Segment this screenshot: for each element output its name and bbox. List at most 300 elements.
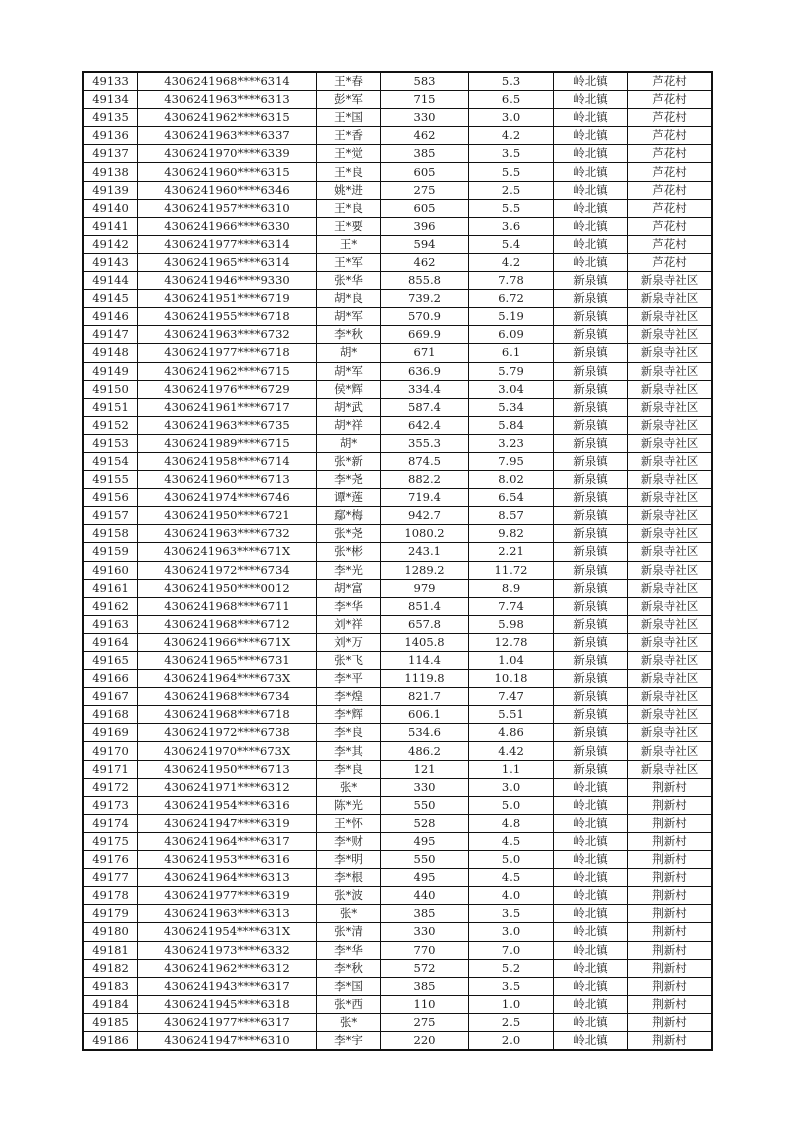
cell-amount: 486.2 [381, 742, 469, 760]
cell-id-number: 4306241945****6318 [138, 995, 317, 1013]
cell-person-name: 王*春 [317, 73, 381, 91]
cell-value: 4.86 [469, 724, 554, 742]
table-row [84, 688, 712, 706]
cell-person-name: 李*辉 [317, 706, 381, 724]
cell-row-number: 49136 [84, 127, 138, 145]
cell-person-name: 李*华 [317, 597, 381, 615]
table-row [84, 706, 712, 724]
cell-row-number: 49173 [84, 796, 138, 814]
cell-id-number: 4306241964****6317 [138, 832, 317, 850]
cell-town: 新泉镇 [554, 471, 628, 489]
cell-row-number: 49176 [84, 851, 138, 869]
cell-value: 3.5 [469, 145, 554, 163]
cell-id-number: 4306241970****673X [138, 742, 317, 760]
cell-village: 荆新村 [628, 814, 712, 832]
cell-person-name: 张*飞 [317, 652, 381, 670]
cell-amount: 385 [381, 977, 469, 995]
cell-village: 新泉寺社区 [628, 597, 712, 615]
cell-row-number: 49134 [84, 91, 138, 109]
table-row [84, 489, 712, 507]
cell-town: 岭北镇 [554, 995, 628, 1013]
cell-person-name: 李*根 [317, 869, 381, 887]
cell-amount: 606.1 [381, 706, 469, 724]
cell-person-name: 张*西 [317, 995, 381, 1013]
cell-person-name: 王*要 [317, 217, 381, 235]
table-row [84, 73, 712, 91]
cell-id-number: 4306241963****6337 [138, 127, 317, 145]
cell-value: 5.84 [469, 416, 554, 434]
cell-row-number: 49175 [84, 832, 138, 850]
cell-id-number: 4306241972****6738 [138, 724, 317, 742]
table-row [84, 869, 712, 887]
cell-town: 岭北镇 [554, 145, 628, 163]
cell-town: 新泉镇 [554, 525, 628, 543]
cell-person-name: 李*明 [317, 851, 381, 869]
cell-value: 1.1 [469, 760, 554, 778]
table-row [84, 362, 712, 380]
cell-amount: 821.7 [381, 688, 469, 706]
cell-town: 岭北镇 [554, 869, 628, 887]
cell-row-number: 49138 [84, 163, 138, 181]
cell-village: 新泉寺社区 [628, 471, 712, 489]
cell-id-number: 4306241960****6315 [138, 163, 317, 181]
cell-town: 岭北镇 [554, 163, 628, 181]
cell-id-number: 4306241950****0012 [138, 579, 317, 597]
cell-village: 荆新村 [628, 1013, 712, 1031]
cell-town: 岭北镇 [554, 127, 628, 145]
cell-amount: 1289.2 [381, 561, 469, 579]
cell-value: 5.19 [469, 308, 554, 326]
cell-town: 岭北镇 [554, 199, 628, 217]
cell-town: 岭北镇 [554, 832, 628, 850]
cell-town: 新泉镇 [554, 579, 628, 597]
cell-village: 荆新村 [628, 923, 712, 941]
cell-id-number: 4306241963****6735 [138, 416, 317, 434]
cell-id-number: 4306241968****6314 [138, 73, 317, 91]
cell-town: 岭北镇 [554, 217, 628, 235]
table-row [84, 398, 712, 416]
cell-town: 岭北镇 [554, 109, 628, 127]
cell-value: 5.34 [469, 398, 554, 416]
cell-id-number: 4306241962****6315 [138, 109, 317, 127]
cell-value: 5.5 [469, 163, 554, 181]
table-row [84, 851, 712, 869]
cell-village: 新泉寺社区 [628, 561, 712, 579]
cell-town: 新泉镇 [554, 706, 628, 724]
cell-value: 8.57 [469, 507, 554, 525]
table-row [84, 561, 712, 579]
table-row [84, 1031, 712, 1049]
cell-town: 新泉镇 [554, 380, 628, 398]
cell-row-number: 49146 [84, 308, 138, 326]
cell-amount: 550 [381, 796, 469, 814]
cell-amount: 275 [381, 1013, 469, 1031]
cell-town: 新泉镇 [554, 543, 628, 561]
cell-row-number: 49160 [84, 561, 138, 579]
table-row [84, 995, 712, 1013]
cell-village: 芦花村 [628, 199, 712, 217]
cell-town: 新泉镇 [554, 416, 628, 434]
cell-amount: 882.2 [381, 471, 469, 489]
cell-amount: 396 [381, 217, 469, 235]
cell-row-number: 49158 [84, 525, 138, 543]
cell-village: 芦花村 [628, 217, 712, 235]
table-row [84, 290, 712, 308]
cell-village: 荆新村 [628, 977, 712, 995]
cell-village: 新泉寺社区 [628, 670, 712, 688]
cell-amount: 110 [381, 995, 469, 1013]
cell-id-number: 4306241947****6319 [138, 814, 317, 832]
cell-id-number: 4306241968****6712 [138, 615, 317, 633]
cell-person-name: 胡*良 [317, 290, 381, 308]
cell-town: 新泉镇 [554, 742, 628, 760]
cell-village: 新泉寺社区 [628, 380, 712, 398]
cell-town: 新泉镇 [554, 615, 628, 633]
table-row [84, 814, 712, 832]
cell-value: 7.47 [469, 688, 554, 706]
cell-village: 新泉寺社区 [628, 434, 712, 452]
cell-id-number: 4306241943****6317 [138, 977, 317, 995]
cell-row-number: 49184 [84, 995, 138, 1013]
cell-amount: 671 [381, 344, 469, 362]
cell-town: 新泉镇 [554, 597, 628, 615]
table-row [84, 416, 712, 434]
cell-person-name: 李*煌 [317, 688, 381, 706]
table-row [84, 253, 712, 271]
table-row [84, 633, 712, 651]
cell-row-number: 49161 [84, 579, 138, 597]
cell-town: 岭北镇 [554, 814, 628, 832]
table-row [84, 181, 712, 199]
table-row [84, 652, 712, 670]
cell-id-number: 4306241977****6718 [138, 344, 317, 362]
table-row [84, 380, 712, 398]
table-row [84, 615, 712, 633]
table-row [84, 923, 712, 941]
cell-village: 荆新村 [628, 778, 712, 796]
cell-person-name: 鄢*梅 [317, 507, 381, 525]
cell-value: 3.6 [469, 217, 554, 235]
cell-amount: 462 [381, 127, 469, 145]
cell-person-name: 王*军 [317, 253, 381, 271]
cell-village: 荆新村 [628, 1031, 712, 1049]
cell-id-number: 4306241974****6746 [138, 489, 317, 507]
table-row [84, 959, 712, 977]
cell-village: 芦花村 [628, 91, 712, 109]
cell-row-number: 49156 [84, 489, 138, 507]
cell-row-number: 49174 [84, 814, 138, 832]
cell-amount: 739.2 [381, 290, 469, 308]
cell-person-name: 李*国 [317, 977, 381, 995]
table-row [84, 579, 712, 597]
cell-town: 新泉镇 [554, 290, 628, 308]
cell-village: 新泉寺社区 [628, 398, 712, 416]
cell-person-name: 李*其 [317, 742, 381, 760]
cell-row-number: 49168 [84, 706, 138, 724]
cell-village: 新泉寺社区 [628, 272, 712, 290]
cell-person-name: 李*良 [317, 760, 381, 778]
cell-person-name: 李*华 [317, 941, 381, 959]
cell-person-name: 刘*祥 [317, 615, 381, 633]
table-row [84, 109, 712, 127]
cell-value: 2.21 [469, 543, 554, 561]
cell-row-number: 49145 [84, 290, 138, 308]
cell-town: 新泉镇 [554, 507, 628, 525]
cell-amount: 550 [381, 851, 469, 869]
cell-value: 3.5 [469, 977, 554, 995]
cell-person-name: 张*清 [317, 923, 381, 941]
cell-row-number: 49142 [84, 235, 138, 253]
cell-town: 新泉镇 [554, 652, 628, 670]
cell-id-number: 4306241964****6313 [138, 869, 317, 887]
cell-amount: 874.5 [381, 452, 469, 470]
cell-value: 7.74 [469, 597, 554, 615]
cell-amount: 243.1 [381, 543, 469, 561]
cell-village: 新泉寺社区 [628, 489, 712, 507]
cell-amount: 715 [381, 91, 469, 109]
cell-row-number: 49149 [84, 362, 138, 380]
cell-town: 新泉镇 [554, 398, 628, 416]
cell-amount: 275 [381, 181, 469, 199]
cell-row-number: 49165 [84, 652, 138, 670]
cell-village: 新泉寺社区 [628, 652, 712, 670]
cell-amount: 1405.8 [381, 633, 469, 651]
cell-amount: 330 [381, 778, 469, 796]
cell-village: 新泉寺社区 [628, 326, 712, 344]
cell-town: 新泉镇 [554, 670, 628, 688]
cell-row-number: 49140 [84, 199, 138, 217]
table-row [84, 941, 712, 959]
cell-amount: 534.6 [381, 724, 469, 742]
cell-amount: 855.8 [381, 272, 469, 290]
cell-village: 新泉寺社区 [628, 724, 712, 742]
cell-row-number: 49163 [84, 615, 138, 633]
cell-amount: 770 [381, 941, 469, 959]
cell-value: 3.0 [469, 109, 554, 127]
cell-value: 6.09 [469, 326, 554, 344]
cell-amount: 1080.2 [381, 525, 469, 543]
cell-town: 岭北镇 [554, 959, 628, 977]
cell-id-number: 4306241954****631X [138, 923, 317, 941]
cell-amount: 605 [381, 163, 469, 181]
cell-value: 6.72 [469, 290, 554, 308]
table-row [84, 235, 712, 253]
cell-person-name: 张* [317, 1013, 381, 1031]
cell-row-number: 49169 [84, 724, 138, 742]
table-row [84, 742, 712, 760]
cell-person-name: 姚*进 [317, 181, 381, 199]
cell-value: 5.79 [469, 362, 554, 380]
cell-value: 2.0 [469, 1031, 554, 1049]
cell-village: 新泉寺社区 [628, 362, 712, 380]
cell-value: 5.5 [469, 199, 554, 217]
cell-id-number: 4306241954****6316 [138, 796, 317, 814]
cell-value: 4.0 [469, 887, 554, 905]
cell-person-name: 王* [317, 235, 381, 253]
cell-person-name: 张* [317, 905, 381, 923]
cell-person-name: 王*良 [317, 199, 381, 217]
cell-person-name: 刘*万 [317, 633, 381, 651]
cell-value: 3.0 [469, 778, 554, 796]
cell-value: 2.5 [469, 181, 554, 199]
cell-value: 8.02 [469, 471, 554, 489]
cell-village: 芦花村 [628, 127, 712, 145]
table-row [84, 272, 712, 290]
cell-person-name: 胡*祥 [317, 416, 381, 434]
cell-town: 新泉镇 [554, 272, 628, 290]
cell-row-number: 49144 [84, 272, 138, 290]
cell-row-number: 49177 [84, 869, 138, 887]
cell-value: 5.98 [469, 615, 554, 633]
cell-amount: 330 [381, 109, 469, 127]
table-row [84, 127, 712, 145]
cell-village: 新泉寺社区 [628, 507, 712, 525]
cell-person-name: 李*尧 [317, 471, 381, 489]
cell-amount: 355.3 [381, 434, 469, 452]
cell-town: 岭北镇 [554, 253, 628, 271]
table-row [84, 832, 712, 850]
cell-village: 新泉寺社区 [628, 290, 712, 308]
cell-id-number: 4306241950****6721 [138, 507, 317, 525]
cell-id-number: 4306241963****671X [138, 543, 317, 561]
cell-village: 新泉寺社区 [628, 706, 712, 724]
cell-amount: 719.4 [381, 489, 469, 507]
cell-id-number: 4306241946****9330 [138, 272, 317, 290]
cell-village: 新泉寺社区 [628, 452, 712, 470]
cell-value: 4.5 [469, 869, 554, 887]
cell-amount: 594 [381, 235, 469, 253]
cell-amount: 330 [381, 923, 469, 941]
cell-town: 岭北镇 [554, 796, 628, 814]
cell-row-number: 49178 [84, 887, 138, 905]
cell-person-name: 王*觉 [317, 145, 381, 163]
cell-row-number: 49157 [84, 507, 138, 525]
table-row [84, 905, 712, 923]
cell-town: 新泉镇 [554, 561, 628, 579]
table-row [84, 760, 712, 778]
cell-town: 新泉镇 [554, 633, 628, 651]
cell-village: 新泉寺社区 [628, 579, 712, 597]
cell-row-number: 49159 [84, 543, 138, 561]
table-row [84, 344, 712, 362]
cell-village: 芦花村 [628, 181, 712, 199]
cell-id-number: 4306241955****6718 [138, 308, 317, 326]
cell-amount: 583 [381, 73, 469, 91]
cell-row-number: 49179 [84, 905, 138, 923]
cell-id-number: 4306241951****6719 [138, 290, 317, 308]
cell-value: 6.5 [469, 91, 554, 109]
cell-person-name: 王*良 [317, 163, 381, 181]
cell-person-name: 张*尧 [317, 525, 381, 543]
cell-amount: 495 [381, 869, 469, 887]
cell-value: 5.3 [469, 73, 554, 91]
cell-town: 新泉镇 [554, 724, 628, 742]
cell-person-name: 胡*武 [317, 398, 381, 416]
cell-town: 新泉镇 [554, 434, 628, 452]
cell-row-number: 49147 [84, 326, 138, 344]
cell-person-name: 张* [317, 778, 381, 796]
table-row [84, 507, 712, 525]
cell-value: 7.78 [469, 272, 554, 290]
cell-row-number: 49171 [84, 760, 138, 778]
cell-amount: 334.4 [381, 380, 469, 398]
cell-id-number: 4306241953****6316 [138, 851, 317, 869]
cell-village: 新泉寺社区 [628, 760, 712, 778]
cell-person-name: 李*宇 [317, 1031, 381, 1049]
cell-amount: 669.9 [381, 326, 469, 344]
cell-town: 岭北镇 [554, 73, 628, 91]
cell-value: 8.9 [469, 579, 554, 597]
cell-town: 岭北镇 [554, 923, 628, 941]
cell-row-number: 49180 [84, 923, 138, 941]
cell-amount: 942.7 [381, 507, 469, 525]
cell-id-number: 4306241962****6312 [138, 959, 317, 977]
cell-value: 6.54 [469, 489, 554, 507]
cell-id-number: 4306241966****6330 [138, 217, 317, 235]
cell-person-name: 李*秋 [317, 326, 381, 344]
cell-town: 岭北镇 [554, 851, 628, 869]
cell-id-number: 4306241961****6717 [138, 398, 317, 416]
cell-person-name: 彭*军 [317, 91, 381, 109]
cell-row-number: 49137 [84, 145, 138, 163]
cell-town: 岭北镇 [554, 181, 628, 199]
cell-row-number: 49148 [84, 344, 138, 362]
cell-amount: 570.9 [381, 308, 469, 326]
cell-value: 4.42 [469, 742, 554, 760]
table-row [84, 217, 712, 235]
cell-row-number: 49172 [84, 778, 138, 796]
cell-village: 芦花村 [628, 253, 712, 271]
cell-id-number: 4306241950****6713 [138, 760, 317, 778]
cell-value: 1.0 [469, 995, 554, 1013]
table-row [84, 670, 712, 688]
cell-village: 芦花村 [628, 109, 712, 127]
cell-value: 6.1 [469, 344, 554, 362]
cell-value: 11.72 [469, 561, 554, 579]
cell-person-name: 胡* [317, 434, 381, 452]
cell-person-name: 张*彬 [317, 543, 381, 561]
cell-row-number: 49154 [84, 452, 138, 470]
cell-id-number: 4306241963****6313 [138, 905, 317, 923]
cell-amount: 657.8 [381, 615, 469, 633]
cell-row-number: 49186 [84, 1031, 138, 1049]
cell-town: 岭北镇 [554, 977, 628, 995]
records-table-body [84, 73, 712, 1050]
cell-town: 岭北镇 [554, 1013, 628, 1031]
cell-id-number: 4306241960****6346 [138, 181, 317, 199]
cell-person-name: 王*国 [317, 109, 381, 127]
cell-amount: 385 [381, 905, 469, 923]
cell-row-number: 49181 [84, 941, 138, 959]
cell-id-number: 4306241963****6313 [138, 91, 317, 109]
records-table [83, 72, 712, 1050]
cell-id-number: 4306241977****6314 [138, 235, 317, 253]
cell-village: 芦花村 [628, 235, 712, 253]
cell-person-name: 王*香 [317, 127, 381, 145]
cell-town: 新泉镇 [554, 452, 628, 470]
cell-town: 岭北镇 [554, 91, 628, 109]
cell-value: 5.4 [469, 235, 554, 253]
cell-value: 2.5 [469, 1013, 554, 1031]
cell-amount: 440 [381, 887, 469, 905]
cell-amount: 605 [381, 199, 469, 217]
cell-person-name: 王*怀 [317, 814, 381, 832]
cell-person-name: 李*良 [317, 724, 381, 742]
cell-value: 10.18 [469, 670, 554, 688]
cell-amount: 851.4 [381, 597, 469, 615]
cell-town: 新泉镇 [554, 344, 628, 362]
cell-value: 5.0 [469, 796, 554, 814]
